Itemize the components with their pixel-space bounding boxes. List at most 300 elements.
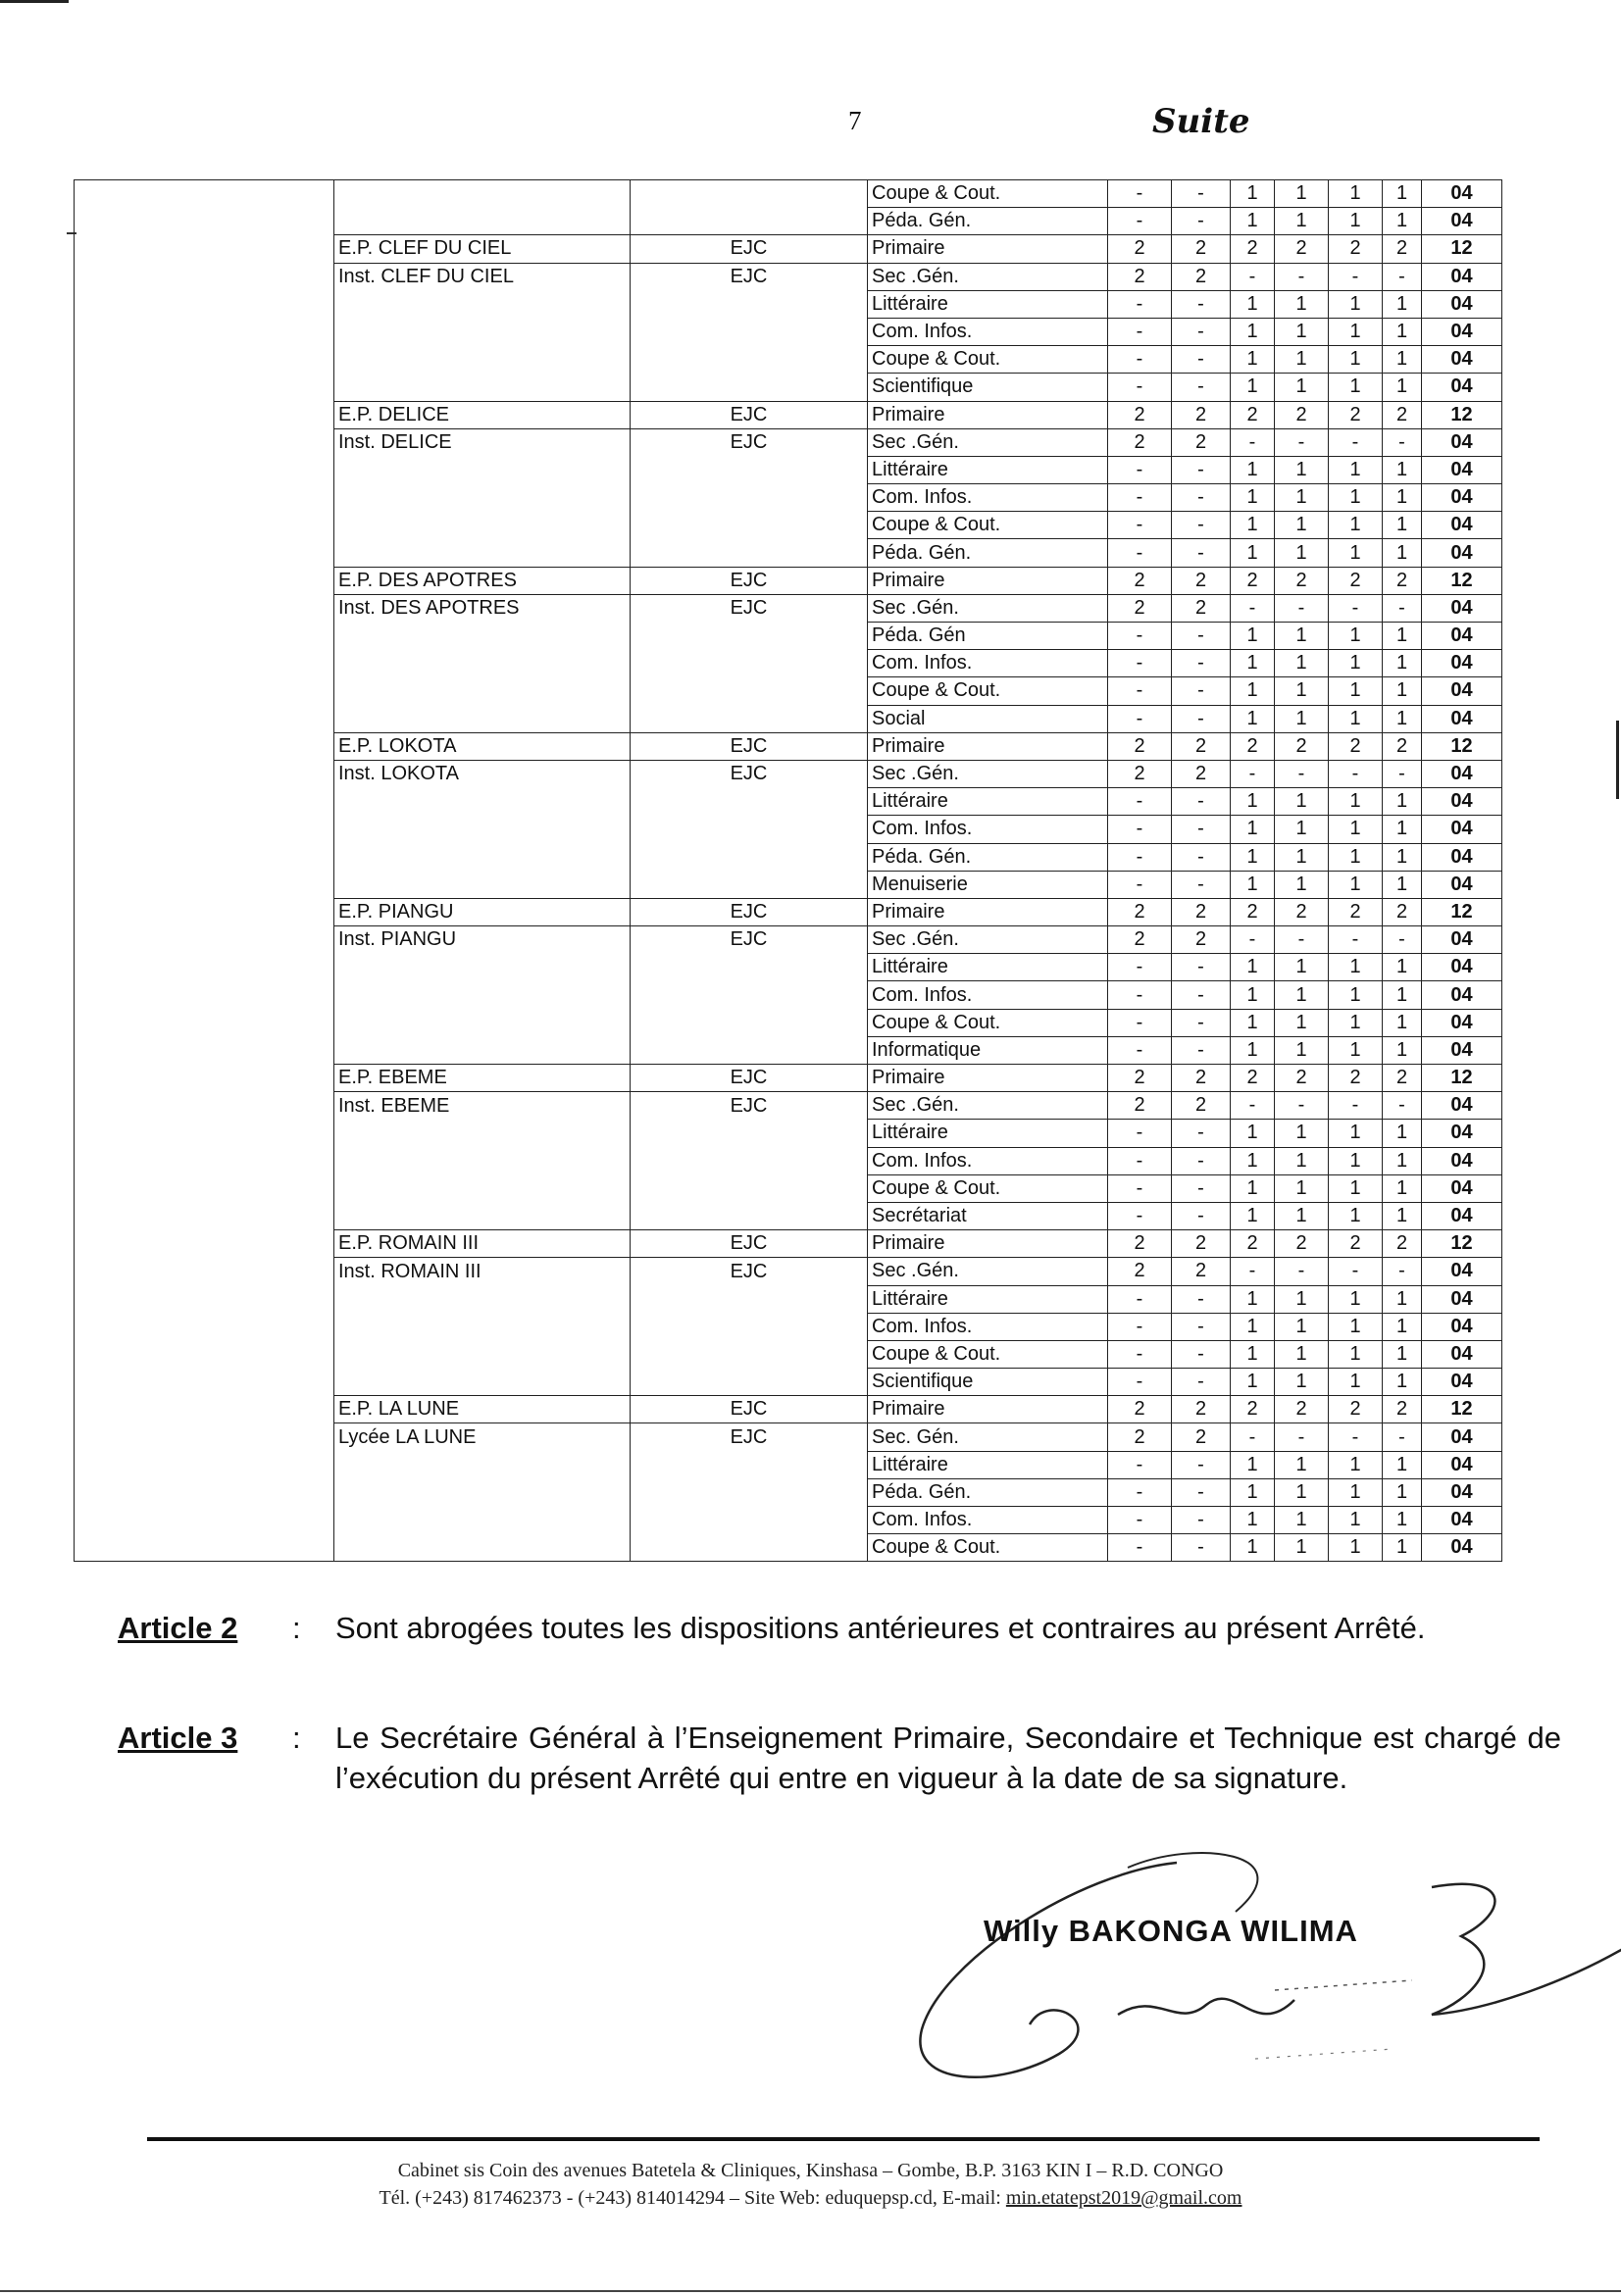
regime-cell (631, 1313, 868, 1340)
count-cell: 1 (1275, 1369, 1329, 1396)
count-cell: - (1329, 1092, 1383, 1120)
count-cell: 2 (1275, 1230, 1329, 1258)
blank-cell (75, 539, 334, 567)
blank-cell (75, 208, 334, 235)
school-cell (334, 180, 631, 208)
count-cell: - (1172, 512, 1231, 539)
count-cell: - (1275, 1423, 1329, 1451)
blank-cell (75, 484, 334, 512)
count-cell: 1 (1231, 650, 1275, 677)
count-cell: 1 (1231, 981, 1275, 1009)
count-cell: - (1172, 1478, 1231, 1506)
total-cell: 04 (1422, 1092, 1502, 1120)
table-row (75, 650, 1502, 677)
blank-cell (75, 1534, 334, 1562)
count-cell: 1 (1383, 871, 1422, 898)
count-cell: - (1172, 1451, 1231, 1478)
school-cell (334, 843, 631, 871)
regime-cell (631, 1340, 868, 1368)
count-cell: - (1172, 1009, 1231, 1036)
option-cell: Péda. Gén. (868, 1478, 1108, 1506)
school-cell (334, 318, 631, 345)
count-cell: 1 (1275, 512, 1329, 539)
total-cell: 04 (1422, 1258, 1502, 1285)
count-cell: - (1108, 843, 1172, 871)
school-cell: E.P. ROMAIN III (334, 1230, 631, 1258)
blank-cell (75, 1258, 334, 1285)
count-cell: 2 (1172, 235, 1231, 263)
count-cell: 1 (1231, 1534, 1275, 1562)
table-row (75, 1369, 1502, 1396)
regime-cell (631, 1451, 868, 1478)
count-cell: 1 (1275, 623, 1329, 650)
count-cell: 1 (1383, 843, 1422, 871)
count-cell: 1 (1231, 290, 1275, 318)
count-cell: 1 (1329, 1009, 1383, 1036)
count-cell: 2 (1108, 732, 1172, 760)
school-cell (334, 1202, 631, 1229)
option-cell: Primaire (868, 1396, 1108, 1423)
count-cell: - (1172, 677, 1231, 705)
count-cell: - (1172, 484, 1231, 512)
count-cell: 1 (1329, 705, 1383, 732)
option-cell: Littéraire (868, 954, 1108, 981)
total-cell: 04 (1422, 456, 1502, 483)
total-cell: 12 (1422, 732, 1502, 760)
total-cell: 04 (1422, 1313, 1502, 1340)
count-cell: 1 (1275, 705, 1329, 732)
count-cell: - (1108, 623, 1172, 650)
table-body (75, 180, 1502, 1562)
regime-cell (631, 843, 868, 871)
count-cell: 2 (1231, 567, 1275, 594)
table-row (75, 926, 1502, 954)
count-cell: 1 (1329, 1340, 1383, 1368)
count-cell: - (1108, 1534, 1172, 1562)
blank-cell (75, 180, 334, 208)
count-cell: 1 (1275, 539, 1329, 567)
school-cell (334, 1369, 631, 1396)
blank-cell (75, 1230, 334, 1258)
regime-cell: EJC (631, 760, 868, 787)
blank-cell (75, 346, 334, 374)
school-cell (334, 1478, 631, 1506)
school-cell (334, 677, 631, 705)
blank-cell (75, 567, 334, 594)
count-cell: 1 (1329, 1036, 1383, 1064)
regime-cell (631, 650, 868, 677)
table-row (75, 1313, 1502, 1340)
count-cell: 2 (1108, 428, 1172, 456)
count-cell: - (1172, 208, 1231, 235)
total-cell: 12 (1422, 898, 1502, 925)
count-cell: 2 (1108, 1258, 1172, 1285)
count-cell: 1 (1383, 705, 1422, 732)
option-cell: Primaire (868, 401, 1108, 428)
total-cell: 04 (1422, 263, 1502, 290)
count-cell: - (1108, 1340, 1172, 1368)
blank-cell (75, 705, 334, 732)
count-cell: 2 (1329, 235, 1383, 263)
regime-cell: EJC (631, 1092, 868, 1120)
count-cell: 2 (1108, 401, 1172, 428)
table-row (75, 954, 1502, 981)
count-cell: 2 (1275, 1396, 1329, 1423)
blank-cell (75, 1369, 334, 1396)
option-cell: Com. Infos. (868, 1507, 1108, 1534)
count-cell: 2 (1275, 567, 1329, 594)
option-cell: Social (868, 705, 1108, 732)
count-cell: 1 (1383, 1036, 1422, 1064)
count-cell: 1 (1231, 1285, 1275, 1313)
school-cell: Lycée LA LUNE (334, 1423, 631, 1451)
option-cell: Coupe & Cout. (868, 1174, 1108, 1202)
count-cell: 1 (1231, 1009, 1275, 1036)
count-cell: - (1108, 318, 1172, 345)
count-cell: 1 (1275, 871, 1329, 898)
count-cell: 1 (1275, 1036, 1329, 1064)
blank-cell (75, 843, 334, 871)
blank-cell (75, 1423, 334, 1451)
table-row (75, 1534, 1502, 1562)
right-edge-mark (1616, 721, 1619, 799)
blank-cell (75, 401, 334, 428)
count-cell: - (1172, 1202, 1231, 1229)
total-cell: 12 (1422, 567, 1502, 594)
count-cell: 1 (1275, 1313, 1329, 1340)
count-cell: 1 (1383, 788, 1422, 816)
blank-cell (75, 650, 334, 677)
count-cell: 1 (1383, 1313, 1422, 1340)
option-cell: Informatique (868, 1036, 1108, 1064)
total-cell: 04 (1422, 318, 1502, 345)
option-cell: Scientifique (868, 374, 1108, 401)
option-cell: Sec .Gén. (868, 760, 1108, 787)
table-row (75, 788, 1502, 816)
total-cell: 04 (1422, 1285, 1502, 1313)
school-cell: Inst. DES APOTRES (334, 594, 631, 622)
blank-cell (75, 456, 334, 483)
count-cell: 2 (1172, 1396, 1231, 1423)
school-cell: E.P. EBEME (334, 1065, 631, 1092)
count-cell: 1 (1329, 816, 1383, 843)
total-cell: 04 (1422, 1534, 1502, 1562)
option-cell: Coupe & Cout. (868, 1009, 1108, 1036)
option-cell: Sec .Gén. (868, 428, 1108, 456)
total-cell: 04 (1422, 180, 1502, 208)
blank-cell (75, 898, 334, 925)
blank-cell (75, 954, 334, 981)
option-cell: Coupe & Cout. (868, 180, 1108, 208)
count-cell: 1 (1275, 1340, 1329, 1368)
count-cell: 1 (1383, 1451, 1422, 1478)
blank-cell (75, 374, 334, 401)
regime-cell: EJC (631, 1065, 868, 1092)
table-row (75, 1120, 1502, 1147)
total-cell: 04 (1422, 594, 1502, 622)
count-cell: 1 (1275, 1507, 1329, 1534)
regime-cell (631, 484, 868, 512)
count-cell: - (1329, 1258, 1383, 1285)
table-row (75, 1036, 1502, 1064)
table-row (75, 871, 1502, 898)
regime-cell: EJC (631, 567, 868, 594)
option-cell: Péda. Gén. (868, 208, 1108, 235)
blank-cell (75, 1478, 334, 1506)
count-cell: 2 (1231, 235, 1275, 263)
count-cell: 1 (1275, 208, 1329, 235)
count-cell: - (1383, 594, 1422, 622)
count-cell: 1 (1329, 456, 1383, 483)
school-cell (334, 1009, 631, 1036)
count-cell: 1 (1231, 1478, 1275, 1506)
school-cell (334, 705, 631, 732)
school-cell (334, 1451, 631, 1478)
option-cell: Sec. Gén. (868, 1423, 1108, 1451)
count-cell: 2 (1108, 594, 1172, 622)
count-cell: - (1172, 539, 1231, 567)
count-cell: 2 (1383, 567, 1422, 594)
total-cell: 04 (1422, 1120, 1502, 1147)
option-cell: Littéraire (868, 788, 1108, 816)
count-cell: - (1172, 871, 1231, 898)
count-cell: 1 (1275, 650, 1329, 677)
regime-cell (631, 1202, 868, 1229)
blank-cell (75, 1340, 334, 1368)
count-cell: 1 (1231, 843, 1275, 871)
footer-address: Cabinet sis Coin des avenues Batetela & Cliniques, Kinshasa – Gombe, B.P. 3163 KIN I – R.D. CONGO (397, 2160, 1224, 2181)
total-cell: 04 (1422, 1340, 1502, 1368)
table-row (75, 1451, 1502, 1478)
school-cell (334, 1340, 631, 1368)
total-cell: 04 (1422, 1423, 1502, 1451)
regime-cell (631, 1036, 868, 1064)
school-cell (334, 650, 631, 677)
total-cell: 04 (1422, 208, 1502, 235)
total-cell: 04 (1422, 346, 1502, 374)
count-cell: - (1108, 788, 1172, 816)
regime-cell (631, 512, 868, 539)
option-cell: Littéraire (868, 1285, 1108, 1313)
blank-cell (75, 1202, 334, 1229)
count-cell: 1 (1383, 954, 1422, 981)
school-cell: E.P. LOKOTA (334, 732, 631, 760)
page-number: 7 (848, 106, 862, 135)
count-cell: 1 (1329, 623, 1383, 650)
count-cell: 2 (1275, 1065, 1329, 1092)
option-cell: Péda. Gén (868, 623, 1108, 650)
regime-cell (631, 456, 868, 483)
count-cell: - (1172, 1147, 1231, 1174)
count-cell: 1 (1275, 374, 1329, 401)
count-cell: 2 (1108, 926, 1172, 954)
count-cell: - (1172, 705, 1231, 732)
option-cell: Com. Infos. (868, 981, 1108, 1009)
school-cell (334, 954, 631, 981)
regime-cell (631, 539, 868, 567)
count-cell: - (1231, 760, 1275, 787)
count-cell: 1 (1329, 1451, 1383, 1478)
school-cell: E.P. CLEF DU CIEL (334, 235, 631, 263)
blank-cell (75, 594, 334, 622)
regime-cell (631, 1285, 868, 1313)
footer-email-link[interactable]: min.etatepst2019@gmail.com (1005, 2187, 1242, 2209)
total-cell: 04 (1422, 374, 1502, 401)
school-cell: E.P. DELICE (334, 401, 631, 428)
count-cell: 1 (1231, 318, 1275, 345)
count-cell: - (1108, 1147, 1172, 1174)
option-cell: Com. Infos. (868, 484, 1108, 512)
count-cell: 1 (1383, 1478, 1422, 1506)
regime-cell (631, 623, 868, 650)
count-cell: - (1329, 1423, 1383, 1451)
school-cell: Inst. CLEF DU CIEL (334, 263, 631, 290)
regime-cell: EJC (631, 732, 868, 760)
count-cell: - (1108, 512, 1172, 539)
count-cell: 1 (1383, 456, 1422, 483)
count-cell: - (1172, 290, 1231, 318)
total-cell: 04 (1422, 1202, 1502, 1229)
count-cell: - (1275, 428, 1329, 456)
option-cell: Sec .Gén. (868, 263, 1108, 290)
regime-cell: EJC (631, 1396, 868, 1423)
count-cell: - (1108, 981, 1172, 1009)
option-cell: Sec .Gén. (868, 926, 1108, 954)
count-cell: - (1172, 843, 1231, 871)
count-cell: 2 (1172, 263, 1231, 290)
school-cell (334, 871, 631, 898)
table-row (75, 1478, 1502, 1506)
count-cell: 2 (1172, 1065, 1231, 1092)
count-cell: - (1275, 926, 1329, 954)
blank-cell (75, 1396, 334, 1423)
regime-cell: EJC (631, 428, 868, 456)
count-cell: 1 (1231, 623, 1275, 650)
count-cell: 2 (1231, 898, 1275, 925)
blank-cell (75, 1174, 334, 1202)
total-cell: 04 (1422, 650, 1502, 677)
count-cell: 2 (1383, 1065, 1422, 1092)
signatory-name: Willy BAKONGA WILIMA (984, 1914, 1358, 1948)
regime-cell (631, 346, 868, 374)
count-cell: 2 (1172, 760, 1231, 787)
count-cell: 1 (1383, 1009, 1422, 1036)
bottom-rule (0, 2290, 1621, 2292)
count-cell: 2 (1383, 1396, 1422, 1423)
count-cell: 1 (1231, 346, 1275, 374)
count-cell: 1 (1275, 346, 1329, 374)
article-label: Article 2 (118, 1611, 238, 1645)
total-cell: 04 (1422, 677, 1502, 705)
count-cell: - (1108, 1174, 1172, 1202)
count-cell: 2 (1108, 1092, 1172, 1120)
count-cell: - (1172, 788, 1231, 816)
count-cell: - (1108, 539, 1172, 567)
blank-cell (75, 1507, 334, 1534)
count-cell: 1 (1275, 981, 1329, 1009)
count-cell: 1 (1231, 208, 1275, 235)
count-cell: 1 (1329, 1147, 1383, 1174)
count-cell: - (1108, 456, 1172, 483)
school-cell (334, 512, 631, 539)
count-cell: 2 (1172, 1230, 1231, 1258)
school-cell (334, 1285, 631, 1313)
count-cell: - (1172, 1534, 1231, 1562)
count-cell: - (1108, 816, 1172, 843)
count-cell: 2 (1108, 1423, 1172, 1451)
count-cell: - (1275, 1258, 1329, 1285)
count-cell: 1 (1231, 1369, 1275, 1396)
table-row (75, 567, 1502, 594)
count-cell: 1 (1275, 1009, 1329, 1036)
count-cell: 2 (1329, 898, 1383, 925)
count-cell: - (1108, 180, 1172, 208)
count-cell: 1 (1275, 456, 1329, 483)
school-cell: E.P. PIANGU (334, 898, 631, 925)
count-cell: 1 (1329, 788, 1383, 816)
count-cell: 1 (1383, 1202, 1422, 1229)
regime-cell: EJC (631, 1258, 868, 1285)
total-cell: 04 (1422, 1451, 1502, 1478)
option-cell: Primaire (868, 732, 1108, 760)
count-cell: - (1108, 346, 1172, 374)
count-cell: - (1275, 760, 1329, 787)
count-cell: 1 (1275, 1120, 1329, 1147)
count-cell: - (1172, 1120, 1231, 1147)
count-cell: 1 (1383, 318, 1422, 345)
total-cell: 04 (1422, 1507, 1502, 1534)
count-cell: 1 (1275, 318, 1329, 345)
count-cell: - (1108, 290, 1172, 318)
school-cell (334, 1313, 631, 1340)
option-cell: Com. Infos. (868, 1313, 1108, 1340)
total-cell: 04 (1422, 1147, 1502, 1174)
count-cell: 1 (1231, 1507, 1275, 1534)
count-cell: 2 (1231, 1230, 1275, 1258)
blank-cell (75, 263, 334, 290)
count-cell: 1 (1329, 981, 1383, 1009)
count-cell: 1 (1383, 623, 1422, 650)
count-cell: 1 (1383, 1174, 1422, 1202)
count-cell: 1 (1231, 1451, 1275, 1478)
total-cell: 04 (1422, 1369, 1502, 1396)
regime-cell (631, 1534, 868, 1562)
regime-cell: EJC (631, 594, 868, 622)
blank-cell (75, 235, 334, 263)
count-cell: 2 (1231, 1065, 1275, 1092)
count-cell: - (1108, 374, 1172, 401)
count-cell: 2 (1172, 567, 1231, 594)
school-cell: Inst. PIANGU (334, 926, 631, 954)
school-cell: Inst. ROMAIN III (334, 1258, 631, 1285)
count-cell: 1 (1383, 1120, 1422, 1147)
count-cell: - (1329, 263, 1383, 290)
option-cell: Primaire (868, 898, 1108, 925)
blank-cell (75, 623, 334, 650)
count-cell: 1 (1231, 788, 1275, 816)
total-cell: 12 (1422, 235, 1502, 263)
count-cell: 1 (1231, 954, 1275, 981)
count-cell: 1 (1329, 346, 1383, 374)
count-cell: - (1108, 1036, 1172, 1064)
option-cell: Sec .Gén. (868, 594, 1108, 622)
total-cell: 04 (1422, 871, 1502, 898)
school-cell (334, 1507, 631, 1534)
count-cell: 1 (1231, 1120, 1275, 1147)
table-row (75, 346, 1502, 374)
count-cell: 1 (1231, 871, 1275, 898)
count-cell: - (1172, 1340, 1231, 1368)
